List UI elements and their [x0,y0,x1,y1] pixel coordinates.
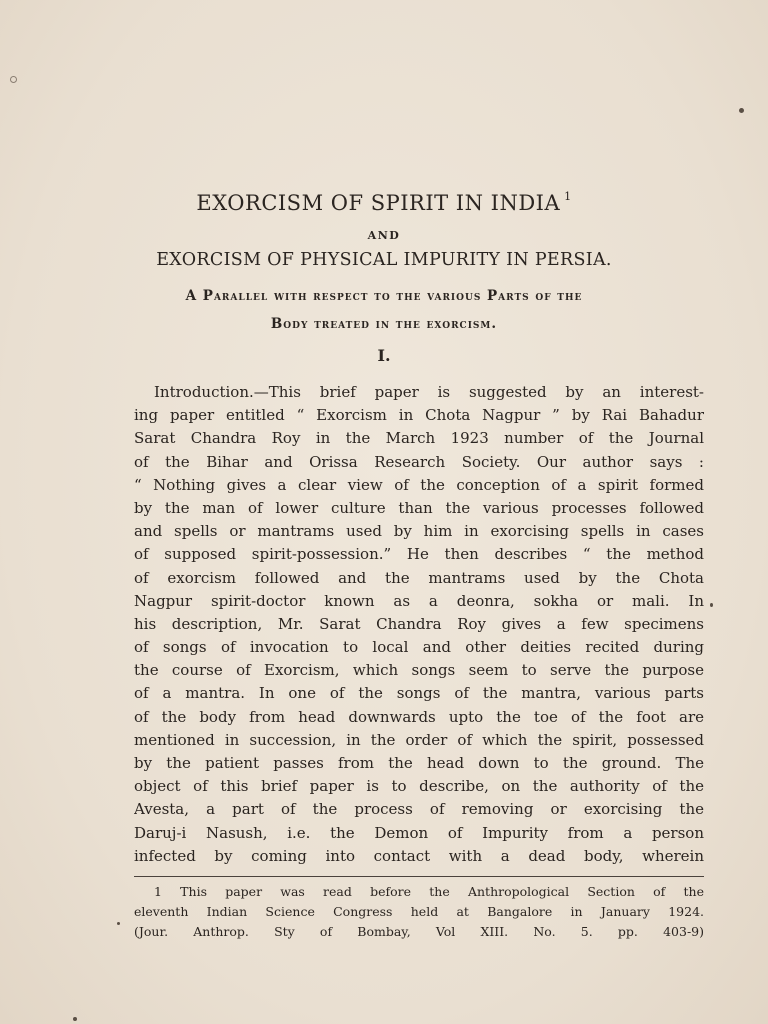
body-line: and spells or mantrams used by him in exorcising spells in cases [134,522,704,541]
subtitle-line-2: Body treated in the exorcism. [270,316,498,332]
second-title: EXORCISM OF PHYSICAL IMPURITY IN PERSIA. [156,250,612,270]
body-line: by the man of lower culture than the various processes followed [134,498,704,517]
body-line: Introduction.—This brief paper is suggested by an interest- [154,383,704,401]
body-line: Avesta, a part of the process of removing or exorcising the [134,800,704,819]
paper-speck [73,1017,77,1021]
footnote-rule [134,876,704,877]
paper-speck [739,108,744,113]
main-title: EXORCISM OF SPIRIT IN INDIA $^1$ [196,190,572,215]
body-line: of the body from head downwards upto the toe of the foot are [134,707,704,726]
footnote-line: 1 This paper was read before the Anthropological Section of the [154,884,704,899]
body-line: mentioned in succession, in the order of which the spirit, possessed [134,730,704,749]
body-line: of a mantra. In one of the songs of the mantra, various parts [134,684,704,703]
footnote-line: (Jour. Anthrop. Sty of Bombay, Vol XIII. No. 5. pp. 403-9) [134,924,704,939]
body-line: Sarat Chandra Roy in the March 1923 number of the Journal [134,429,704,448]
title-connector: AND [367,229,401,242]
body-line: infected by coming into contact with a dead body, wherein [134,846,704,865]
footnote-line: eleventh Indian Science Congress held at Bangalore in January 1924. [134,904,704,919]
body-text [134,381,704,868]
body-line: “ Nothing gives a clear view of the conception of a spirit formed [134,475,704,494]
body-line: object of this brief paper is to describe, on the authority of the [134,777,704,796]
section-number: I. [377,346,391,365]
body-line: the course of Exorcism, which songs seem to serve the purpose [134,661,704,680]
paper-speck [710,603,713,607]
body-line: ing paper entitled “ Exorcism in Chota Nagpur ” by Rai Bahadur [134,406,704,425]
footnote [134,882,704,942]
body-line: of the Bihar and Orissa Research Society. Our author says : [134,452,704,471]
body-line: Daruj-i Nasush, i.e. the Demon of Impurity from a person [134,823,704,842]
paper-speck [117,922,120,925]
body-line: his description, Mr. Sarat Chandra Roy gives a few specimens [134,614,704,633]
subtitle-line-1: A Parallel with respect to the various Parts of the [185,288,583,304]
body-line: Nagpur spirit-doctor known as a deonra, sokha or mali. In [134,591,704,610]
body-line: of exorcism followed and the mantrams used by the Chota [134,568,704,587]
body-line: of supposed spirit-possession.” He then describes “ the method [134,545,704,564]
body-line: of songs of invocation to local and other deities recited during [134,638,704,657]
body-line: by the patient passes from the head down to the ground. The [134,754,704,772]
paper-speck [10,76,17,83]
footnote-marker: 1 [564,190,572,203]
